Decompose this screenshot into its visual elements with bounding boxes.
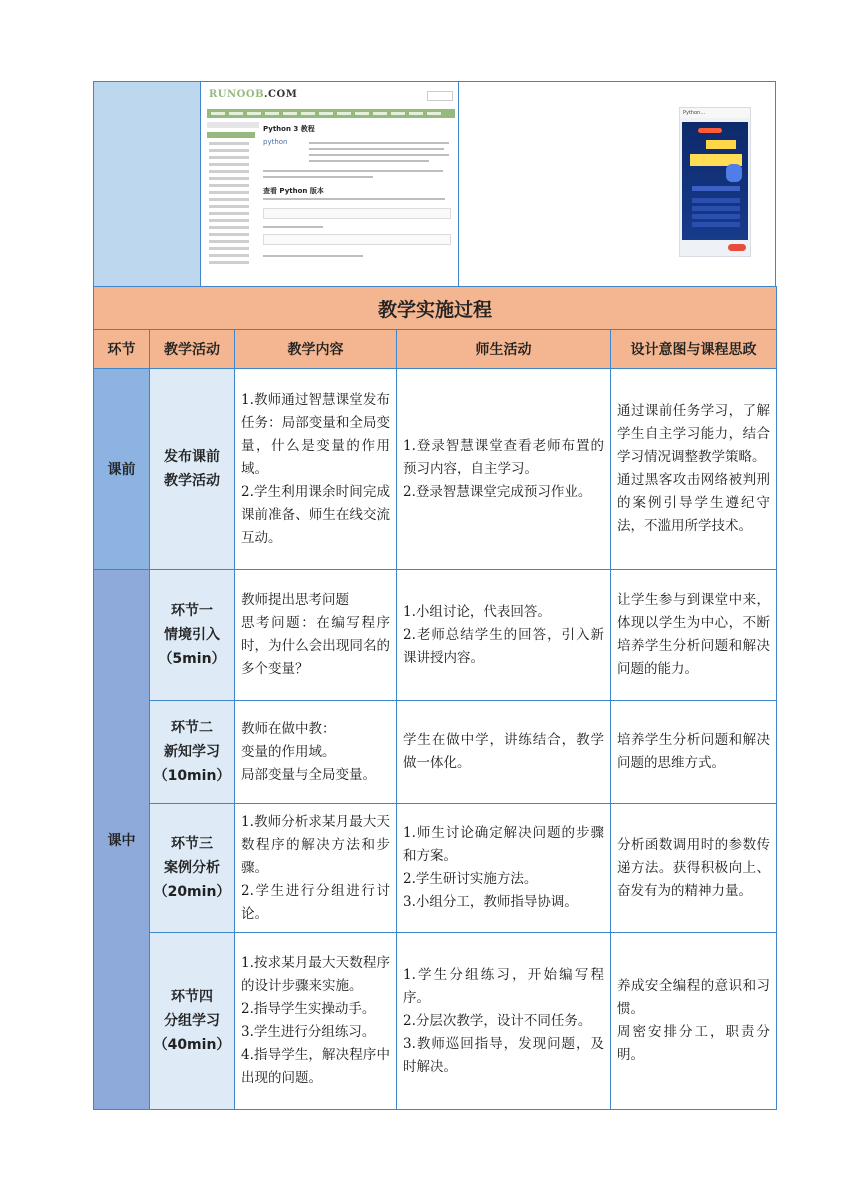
stage-pre-class: 课前 (94, 369, 150, 570)
activity-cell: 环节三 案例分析 （20min） (150, 804, 235, 933)
header-intent: 设计意图与课程思政 (611, 330, 777, 369)
interaction-cell: 1.登录智慧课堂查看老师布置的预习内容，自主学习。 2.登录智慧课堂完成预习作业。 (397, 369, 611, 570)
runoob-screenshot-cell (200, 82, 459, 286)
phone-screenshot (679, 107, 751, 257)
runoob-heading: Python 3 教程 (263, 125, 315, 133)
header-activity: 教学活动 (150, 330, 235, 369)
activity-cell: 环节二 新知学习 （10min） (150, 701, 235, 804)
teaching-process-table (93, 286, 777, 1110)
phone-screenshot-cell (459, 82, 775, 286)
content-cell: 1.按求某月最大天数程序的设计步骤来实施。 2.指导学生实操动手。 3.学生进行分组练习。 4.指导学生，解决程序中出现的问题。 (235, 933, 397, 1110)
interaction-cell: 1.小组讨论，代表回答。 2.老师总结学生的回答，引入新课讲授内容。 (397, 570, 611, 701)
phone-action-button (728, 244, 746, 251)
intent-cell: 让学生参与到课堂中来，体现以学生为中心，不断培养学生分析问题和解决问题的能力。 (611, 570, 777, 701)
table-title: 教学实施过程 (94, 287, 777, 330)
runoob-logo: RUNOOB.COM (209, 89, 298, 100)
header-stage: 环节 (94, 330, 150, 369)
runoob-sidebar (207, 122, 259, 284)
runoob-section-heading: 查看 Python 版本 (263, 187, 324, 195)
python-logo: python (263, 138, 288, 146)
stage-in-class: 课中 (94, 570, 150, 1110)
intent-cell: 通过课前任务学习，了解学生自主学习能力，结合学习情况调整教学策略。 通过黑客攻击网络被判刑的案例引导学生遵纪守法，不滥用所学技术。 (611, 369, 777, 570)
table-row (94, 804, 777, 933)
phone-bottom-bar (682, 242, 748, 254)
table-row (94, 933, 777, 1110)
intent-cell: 分析函数调用时的参数传递方法。获得积极向上、奋发有为的精神力量。 (611, 804, 777, 933)
content-cell: 教师提出思考问题 思考问题：在编写程序时，为什么会出现同名的多个变量？ (235, 570, 397, 701)
table-row (94, 701, 777, 804)
interaction-cell: 1.学生分组练习，开始编写程序。 2.分层次教学，设计不同任务。 3.教师巡回指导，发现问题，及时解决。 (397, 933, 611, 1110)
intent-cell: 养成安全编程的意识和习惯。 周密安排分工，职责分明。 (611, 933, 777, 1110)
activity-cell: 发布课前 教学活动 (150, 369, 235, 570)
screenshot-row (93, 81, 776, 287)
content-cell: 1.教师分析求某月最大天数程序的解决方法和步骤。 2.学生进行分组进行讨论。 (235, 804, 397, 933)
runoob-content (263, 124, 453, 284)
table-row (94, 570, 777, 701)
header-interaction: 师生活动 (397, 330, 611, 369)
rocket-icon (726, 164, 742, 182)
intent-cell: 培养学生分析问题和解决问题的思维方式。 (611, 701, 777, 804)
header-content: 教学内容 (235, 330, 397, 369)
activity-cell: 环节一 情境引入 （5min） (150, 570, 235, 701)
interaction-cell: 学生在做中学，讲练结合，教学做一体化。 (397, 701, 611, 804)
empty-stage-cell (94, 82, 201, 286)
phone-status-bar: Python... (680, 108, 750, 118)
content-cell: 教师在做中教： 变量的作用域。 局部变量与全局变量。 (235, 701, 397, 804)
runoob-nav-bar (207, 109, 455, 118)
content-cell: 1.教师通过智慧课堂发布任务：局部变量和全局变量，什么是变量的作用域。 2.学生利用课余时间完成课前准备、师生在线交流互动。 (235, 369, 397, 570)
runoob-search-box (427, 91, 453, 101)
runoob-screenshot (203, 84, 455, 284)
course-poster-image (682, 122, 748, 240)
interaction-cell: 1.师生讨论确定解决问题的步骤和方案。 2.学生研讨实施方法。 3.小组分工，教师指导协调。 (397, 804, 611, 933)
activity-cell: 环节四 分组学习 （40min） (150, 933, 235, 1110)
table-row (94, 369, 777, 570)
